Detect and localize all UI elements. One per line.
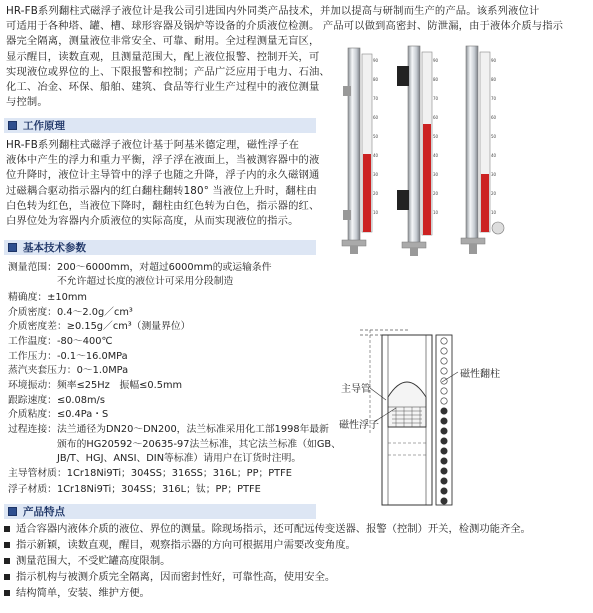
gauge-scale-number: 30 xyxy=(491,172,497,177)
feature-item xyxy=(4,586,150,600)
bullet-icon xyxy=(4,542,10,548)
gauge-scale-number: 70 xyxy=(433,96,439,101)
spec-row: 测量范围：200～6000mm，对超过6000mm的或运输条件 xyxy=(8,262,272,273)
spec-row: 介质粘度：≤0.4Pa・S xyxy=(8,409,109,420)
feature-item xyxy=(4,522,531,536)
gauge-scale-number: 80 xyxy=(433,77,439,82)
spec-row: JB/T、HGJ、ANSI、DIN等标准）请用户在订货时注明。 xyxy=(8,453,302,464)
flip-column-cell xyxy=(441,448,447,454)
flip-column-cell xyxy=(441,458,447,464)
bullet-icon xyxy=(4,526,10,532)
gauge-scale-number: 90 xyxy=(491,58,497,63)
section-principle-header xyxy=(4,118,316,133)
principle-line: HR-FB系列翻柱式磁浮子液位计基于阿基米德定理，磁性浮子在 xyxy=(6,139,300,151)
gauge-scale-number: 20 xyxy=(433,191,439,196)
gauge-1 xyxy=(342,48,372,254)
product-photo xyxy=(328,42,513,257)
gauge-scale-number: 90 xyxy=(433,58,439,63)
feature-text: 指示机构与被测介质完全隔离，因而密封性好，可靠性高，使用安全。 xyxy=(16,571,336,583)
principle-line: 过磁耦合驱动指示器内的红白翻柱翻转180° 当液位上升时，翻柱由 xyxy=(6,184,317,197)
intro-line: 器完全隔离，测量液位非常安全、可靠、耐用。全过程测量无盲区， xyxy=(6,35,320,48)
feature-item xyxy=(4,570,335,584)
spec-row: 工作压力：-0.1～16.0MPa xyxy=(8,351,128,362)
intro-line: HR-FB系列翻柱式磁浮子液位计是我公司引进国内外同类产品技术，并加以提高与研制而生产的产品。该系列液位计 xyxy=(6,5,540,17)
feature-text: 结构简单，安装、维护方便。 xyxy=(16,587,150,599)
section-specs-header xyxy=(4,240,316,255)
flip-column-cell xyxy=(441,468,447,474)
bullet-icon xyxy=(4,590,10,596)
gauge-scale-number: 20 xyxy=(373,191,379,196)
gauge-3 xyxy=(461,46,504,254)
principle-line: 白界位处为容器内介质液位的实际高度，从而实现液位的指示。 xyxy=(6,215,299,228)
intro-line: 显示醒目，读数直观，且测量范围大，配上液位报警、控制开关，可 xyxy=(6,50,320,63)
spec-row: 浮子材质：1Cr18Ni9Ti；304SS；316L；钛；PP；PTFE xyxy=(8,484,261,495)
gauge-scale-number: 80 xyxy=(491,77,497,82)
flip-column-cell xyxy=(441,478,447,484)
gauge-scale-number: 40 xyxy=(373,153,379,158)
label-leader-lines xyxy=(330,360,470,430)
section-principle-title: 工作原理 xyxy=(23,120,65,132)
label-magnetic-column: 磁性翻柱 xyxy=(460,369,500,380)
principle-line: 白色转为红色，当液位下降时，翻柱由红色转为白色，指示器的红、 xyxy=(6,199,320,212)
section-icon xyxy=(8,507,17,516)
feature-item xyxy=(4,554,170,568)
spec-row: 精确度：±10mm xyxy=(8,292,87,303)
gauge-scale-number: 40 xyxy=(433,153,439,158)
gauge-scale-number: 60 xyxy=(373,115,379,120)
gauge-scale-number: 50 xyxy=(433,134,439,139)
bullet-icon xyxy=(4,558,10,564)
spec-row: 不允许超过长度的液位计可采用分段制造 xyxy=(8,276,234,287)
flip-column-cell xyxy=(441,348,447,354)
spec-row: 主导管材质：1Cr18Ni9Ti；304SS；316SS；316L；PP；PTFE xyxy=(8,468,292,479)
flip-column-cell xyxy=(441,498,447,504)
spec-row: 跟踪速度：≤0.08m/s xyxy=(8,395,105,406)
intro-line: 与控制。 xyxy=(6,96,48,109)
spec-row: 环境振动：频率≤25Hz 振幅≤0.5mm xyxy=(8,380,183,391)
gauge-scale-number: 10 xyxy=(491,210,497,215)
gauge-scale-number: 60 xyxy=(491,115,497,120)
gauge-scale-number: 40 xyxy=(491,153,497,158)
spec-row: 介质密度：0.4～2.0g／cm³ xyxy=(8,307,133,318)
feature-text: 适合容器内液体介质的液位、界位的测量。除现场指示，还可配远传变送器、报警（控制）开关，检测功能齐全。 xyxy=(16,523,531,535)
gauge-scale-number: 30 xyxy=(433,172,439,177)
section-features-title: 产品特点 xyxy=(23,506,65,518)
feature-item xyxy=(4,538,356,552)
gauge-scale-number: 10 xyxy=(433,210,439,215)
intro-line: 化工、冶金、环保、船舶、建筑、食品等行业生产过程中的液位测量 xyxy=(6,81,320,94)
gauge-scale-number: 90 xyxy=(373,58,379,63)
label-magnetic-float: 磁性浮子 xyxy=(339,420,379,431)
spec-row: 蒸汽夹套压力：0～1.0MPa xyxy=(8,365,129,376)
principle-paragraph xyxy=(6,138,326,229)
intro-line: 可适用于各种塔、罐、槽、球形容器及锅炉等设备的介质液位检测。 产品可以做到高密封、防泄漏，由于液体介质与指示 xyxy=(6,20,564,33)
gauge-scale-number: 30 xyxy=(373,172,379,177)
flip-column-cell xyxy=(441,338,447,344)
gauge-scale-number: 10 xyxy=(373,210,379,215)
gauge-scale-number: 60 xyxy=(433,115,439,120)
feature-text: 测量范围大，不受贮罐高度限制。 xyxy=(16,555,171,567)
principle-line: 位升降时，液位计主导管中的浮子也随之升降，浮子内的永久磁钢通 xyxy=(6,169,320,182)
spec-row: 介质密度差：≥0.15g／cm³（测量界位） xyxy=(8,321,191,332)
section-features-header xyxy=(4,504,316,519)
section-icon xyxy=(8,243,17,252)
gauge-scale-number: 50 xyxy=(491,134,497,139)
gauge-scale-number: 70 xyxy=(373,96,379,101)
flip-column-cell xyxy=(441,438,447,444)
section-icon xyxy=(8,121,17,130)
gauge-2 xyxy=(397,46,432,256)
gauge-scale-number: 80 xyxy=(373,77,379,82)
bullet-icon xyxy=(4,574,10,580)
principle-line: 液体中产生的浮力和重力平衡，浮子浮在液面上，当被测容器中的液 xyxy=(6,154,320,167)
spec-row: 工作温度：-80～400℃ xyxy=(8,336,113,347)
gauge-scale-number: 50 xyxy=(373,134,379,139)
gauge-scale-number: 70 xyxy=(491,96,497,101)
spec-row: 过程连接：法兰通径为DN20～DN200，法兰标准采用化工部1998年最新 xyxy=(8,424,329,435)
spec-row: 颁布的HG20592～20635-97法兰标准，其它法兰标准（如GB、 xyxy=(8,439,341,450)
label-main-tube: 主导管 xyxy=(341,384,371,395)
flip-column-cell xyxy=(441,488,447,494)
section-specs-title: 基本技术参数 xyxy=(23,242,86,254)
feature-text: 指示新颖，读数直观，醒目，观察指示器的方向可根据用户需要改变角度。 xyxy=(16,539,356,551)
gauge-scale-number: 20 xyxy=(491,191,497,196)
intro-line: 实现液位或界位的上、下限报警和控制；产品广泛应用于电力、石油、 xyxy=(6,65,330,78)
